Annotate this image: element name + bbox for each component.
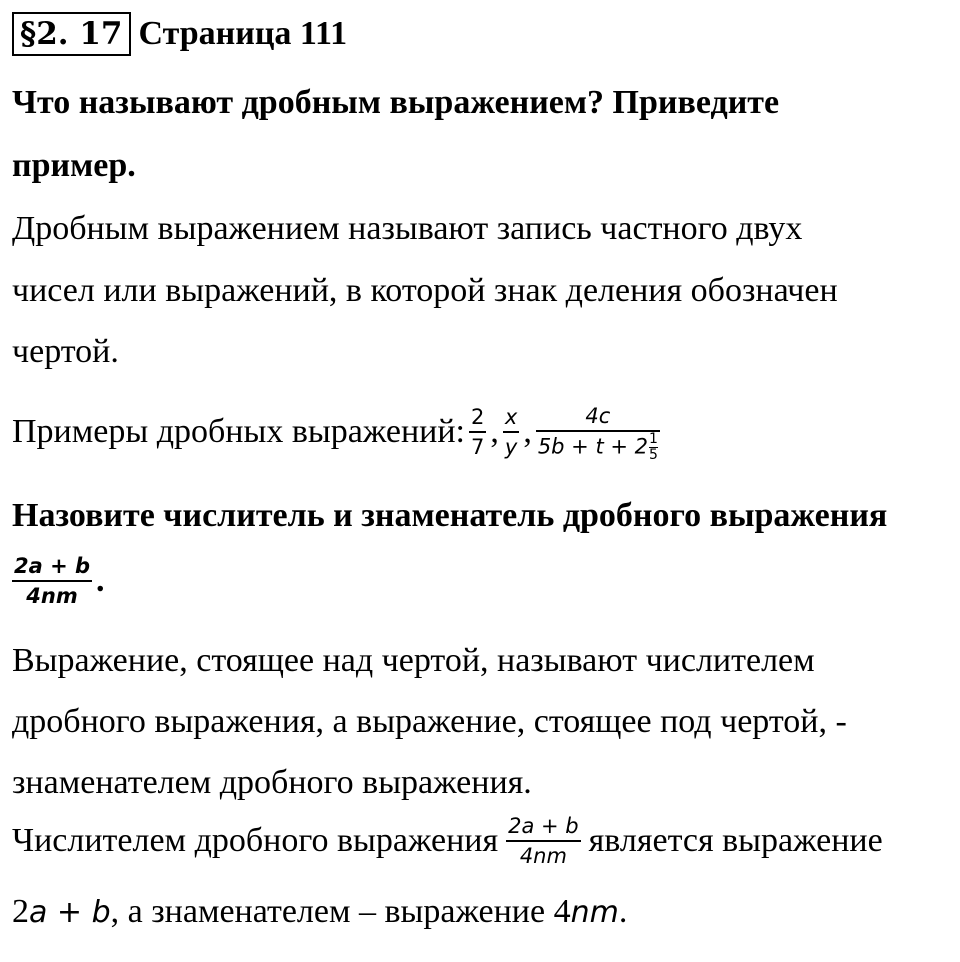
answer-2-line-4 [12,806,883,876]
question-2-fraction-line [12,552,105,610]
example-fraction-1: $\frac{2}{7}$ [471,405,485,459]
question-2-line-1: Назовите числитель и знаменатель дробного выражения [12,497,888,534]
examples-label: Примеры дробных выражений: [12,413,465,450]
question-1-line-2: пример. [12,147,136,184]
section-number-box: §2. 17 [12,12,131,56]
example-fraction-2: $\frac{x}{y}$ [504,405,518,459]
answer-2-line-3: знаменателем дробного выражения. [12,764,532,801]
numerator-sentence-end: является выражение [588,822,883,859]
answer-2-line-1: Выражение, стоящее над чертой, называют числителем [12,642,815,679]
numerator-sentence-start: Числителем дробного выражения [12,822,499,859]
answer-2-line-2: дробного выражения, а выражение, стоящее под чертой, - [12,703,847,740]
question-2-fraction: $\frac{2a + b}{4nm}$ [14,554,91,608]
mixed-number-fraction: $\frac{1}{5}$ [649,430,658,463]
examples-line [12,392,664,472]
example-fraction-3: 4c 5b + t + 2 $\frac{1}{5}$ [537,403,658,463]
header-line [12,12,347,56]
page-label: Страница 111 [138,15,348,52]
answer-fraction: $\frac{2a + b}{4nm}$ [508,814,579,868]
answer-1-line-1: Дробным выражением называют запись частного двух [12,210,803,247]
separator: , [523,413,532,450]
answer-2-line-5: 2a + b, а знаменателем – выражение 4nm. [12,893,628,930]
separator: , [490,413,499,450]
answer-1-line-2: чисел или выражений, в которой знак деления обозначен [12,272,838,309]
question-1-line-1: Что называют дробным выражением? Приведите [12,84,780,121]
period: . [96,562,105,599]
answer-1-line-3: чертой. [12,333,119,370]
